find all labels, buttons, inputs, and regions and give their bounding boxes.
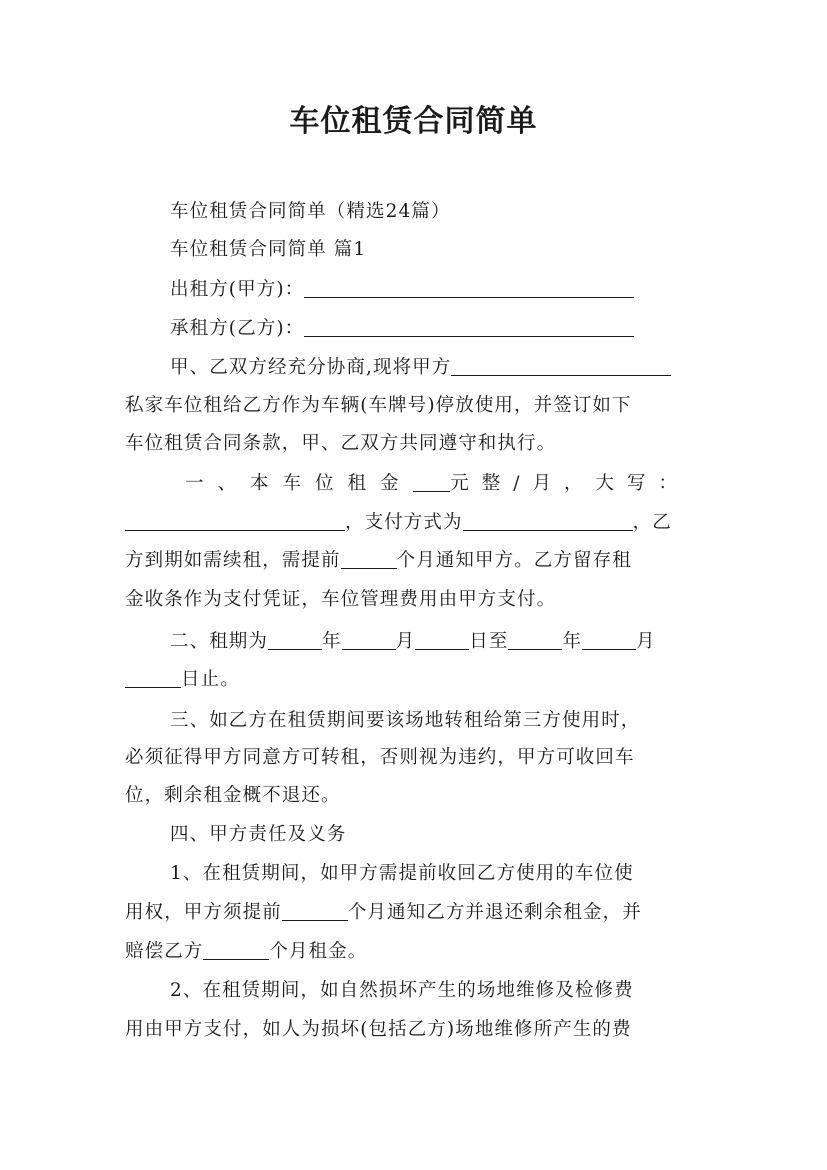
subtitle-line: 车位租赁合同简单（精选24篇） bbox=[170, 201, 451, 222]
paragraph-line: 私家车位租给乙方作为车辆(车牌号)停放使用，并签订如下 bbox=[125, 395, 632, 416]
payment-text: ，支付方式为 bbox=[345, 512, 463, 533]
rent-amount-blank[interactable] bbox=[413, 471, 451, 492]
start-day-blank[interactable] bbox=[415, 629, 469, 650]
paragraph-line: 必须征得甲方同意方可转租，否则视为违约，甲方可收回车 bbox=[125, 747, 635, 768]
month-label: 月 bbox=[395, 631, 416, 652]
paragraph-line bbox=[125, 900, 705, 926]
start-month-blank[interactable] bbox=[342, 629, 396, 650]
compensation-text-b: 个月租金。 bbox=[269, 941, 368, 962]
clause-rent-text-b: 元整/月，大写： bbox=[450, 473, 690, 494]
paragraph-line: 车位租赁合同条款，甲、乙双方共同遵守和执行。 bbox=[125, 433, 557, 454]
paragraph-line bbox=[125, 939, 705, 965]
clause-rent-text-a: 一、本车位租金 bbox=[185, 473, 413, 494]
recall-text-a: 用权，甲方须提前 bbox=[125, 902, 282, 923]
year-label: 年 bbox=[562, 631, 583, 652]
payment-text-end: ，乙 bbox=[632, 512, 672, 533]
rent-words-blank[interactable] bbox=[125, 510, 345, 531]
lessor-address-blank[interactable] bbox=[451, 355, 671, 376]
clause-rent-line bbox=[125, 548, 705, 574]
compensation-text-a: 赔偿乙方 bbox=[125, 941, 204, 962]
renewal-text-b: 个月通知甲方。乙方留存租 bbox=[396, 550, 632, 571]
payment-method-blank[interactable] bbox=[463, 510, 633, 531]
year-label: 年 bbox=[322, 631, 342, 652]
paragraph-text: 甲、乙双方经充分协商,现将甲方 bbox=[170, 357, 452, 378]
paragraph-line: 位，剩余租金概不退还。 bbox=[125, 785, 341, 806]
lessee-blank[interactable] bbox=[304, 316, 634, 337]
clause-term-line bbox=[125, 667, 705, 693]
section-heading: 四、甲方责任及义务 bbox=[170, 824, 347, 845]
document-title: 车位租赁合同简单 bbox=[289, 104, 538, 139]
lessor-line bbox=[170, 277, 705, 303]
start-year-blank[interactable] bbox=[268, 629, 322, 650]
paragraph-line: 1、在租赁期间，如甲方需提前收回乙方使用的车位使 bbox=[170, 863, 634, 884]
paragraph-line: 2、在租赁期间，如自然损坏产生的场地维修及检修费 bbox=[170, 980, 634, 1001]
renewal-months-blank[interactable] bbox=[341, 548, 397, 569]
end-year-blank[interactable] bbox=[508, 629, 562, 650]
section-heading: 车位租赁合同简单 篇1 bbox=[170, 239, 367, 260]
term-text: 二、租期为 bbox=[170, 631, 269, 652]
lessee-label: 承租方(乙方)： bbox=[170, 318, 305, 339]
paragraph-line: 金收条作为支付凭证，车位管理费用由甲方支付。 bbox=[125, 589, 557, 610]
end-month-blank[interactable] bbox=[582, 629, 636, 650]
month-label: 月 bbox=[636, 631, 656, 652]
end-day-blank[interactable] bbox=[125, 667, 181, 688]
day-to-label: 日至 bbox=[469, 631, 509, 652]
paragraph-line: 用由甲方支付，如人为损坏(包括乙方)场地维修所产生的费 bbox=[125, 1019, 632, 1040]
renewal-text-a: 方到期如需续租，需提前 bbox=[125, 550, 341, 571]
lessor-label: 出租方(甲方)： bbox=[170, 279, 305, 300]
clause-rent-line bbox=[125, 510, 705, 536]
notice-months-blank[interactable] bbox=[282, 900, 348, 921]
recall-text-b: 个月通知乙方并退还剩余租金，并 bbox=[347, 902, 642, 923]
end-day-label: 日止。 bbox=[181, 669, 240, 690]
lessor-blank[interactable] bbox=[304, 277, 634, 298]
paragraph-line: 三、如乙方在租赁期间要该场地转租给第三方使用时， bbox=[170, 710, 641, 731]
compensation-months-blank[interactable] bbox=[203, 939, 269, 960]
lessee-line bbox=[170, 316, 705, 342]
paragraph-line bbox=[170, 355, 705, 381]
clause-term-line bbox=[170, 629, 705, 655]
clause-rent-line bbox=[185, 471, 690, 497]
